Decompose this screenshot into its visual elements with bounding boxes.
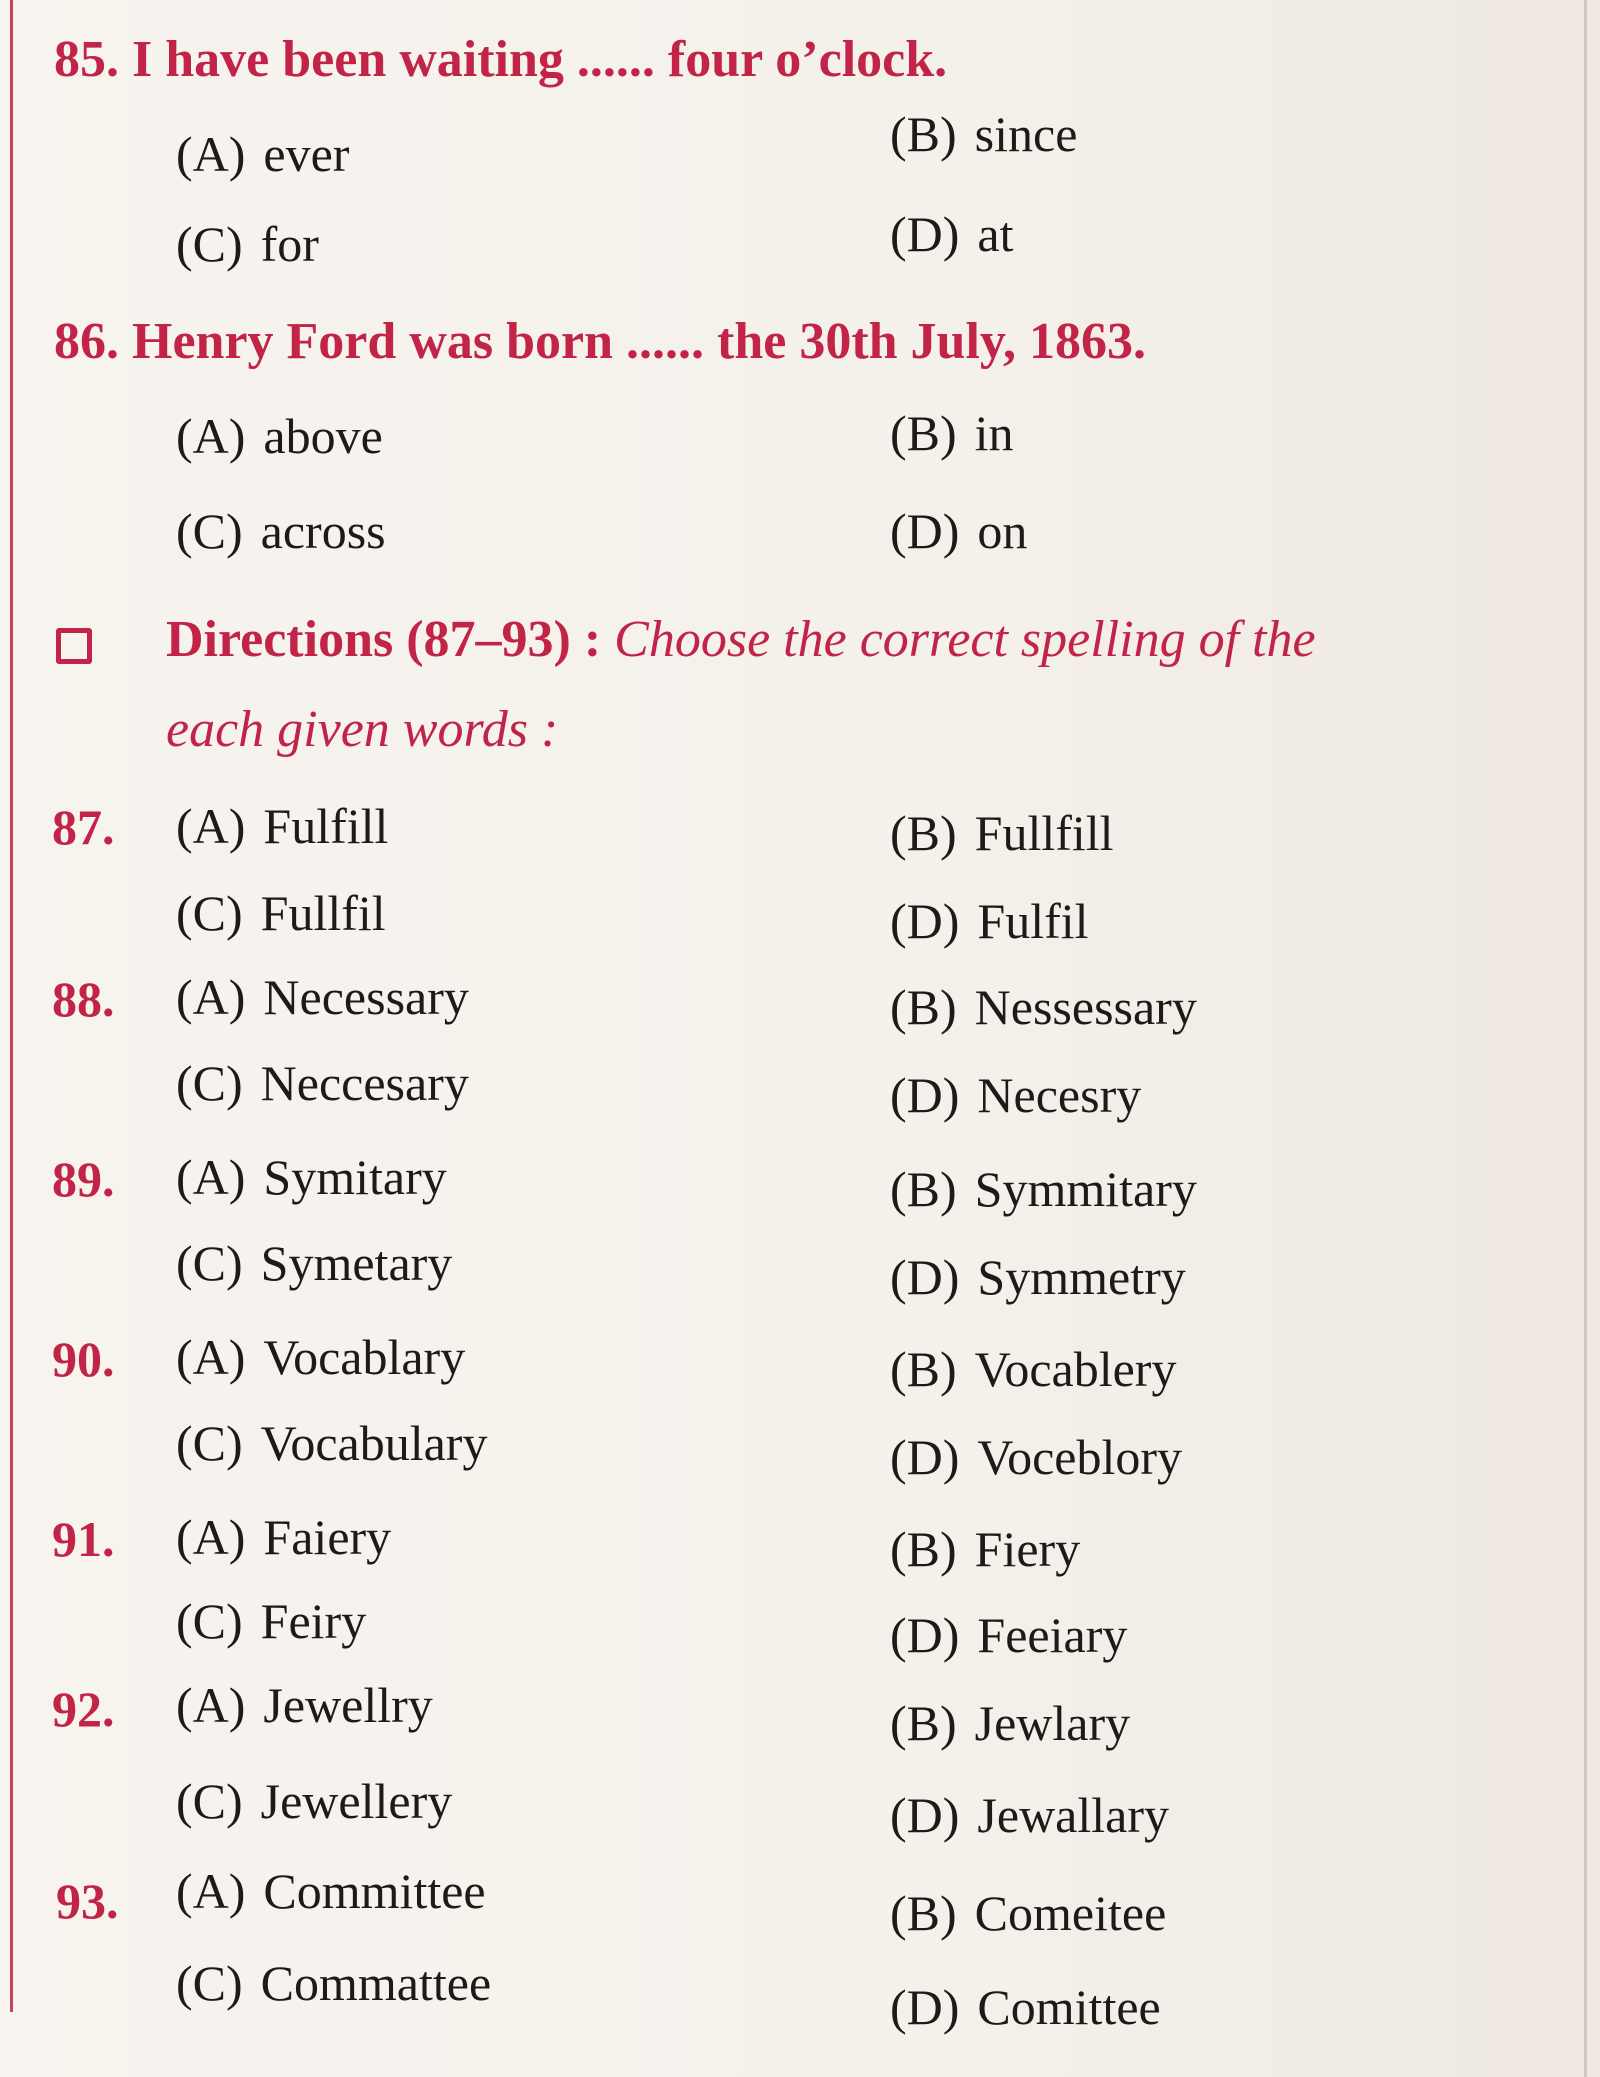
option-d [890,1248,1186,1306]
option-label: (B) [890,805,957,861]
option-b [890,105,1077,163]
option-c [176,1234,452,1292]
option-label: (D) [890,1429,960,1485]
option-a [176,1862,486,1920]
option-label: (C) [176,1593,243,1649]
option-label: (A) [176,798,246,854]
option-text: Comeitee [974,1885,1167,1941]
option-b [890,404,1014,462]
option-d [890,502,1027,560]
option-b [890,1884,1166,1942]
option-text: Fulfil [977,893,1089,949]
option-c [176,1414,487,1472]
option-label: (D) [890,503,960,559]
option-c [176,884,386,942]
option-b [890,1340,1176,1398]
option-a [176,407,383,465]
option-text: Jewellery [260,1773,453,1829]
directions-line [166,610,1316,669]
option-text: Vocabulary [260,1415,488,1471]
option-label: (D) [890,206,960,262]
option-text: Committee [263,1863,486,1919]
option-c [176,1772,452,1830]
option-text: Fiery [974,1521,1081,1577]
option-label: (B) [890,1521,957,1577]
option-text: Neccesary [260,1055,469,1111]
option-a [176,125,349,183]
option-d [890,1606,1127,1664]
option-label: (B) [890,405,957,461]
option-c [176,1954,491,2012]
option-label: (A) [176,1509,246,1565]
option-text: Commattee [260,1955,492,2011]
option-label: (D) [890,1979,960,2035]
option-text: for [260,216,319,272]
option-label: (D) [890,1607,960,1663]
option-b [890,1160,1197,1218]
left-margin-rule [10,0,13,2012]
option-text: Faiery [263,1509,392,1565]
option-text: since [974,106,1078,162]
option-a [176,1676,433,1734]
option-b [890,978,1197,1036]
option-label: (C) [176,503,243,559]
option-text: Vocablery [974,1341,1177,1397]
option-d [890,1786,1169,1844]
option-c [176,1592,366,1650]
question-86 [54,312,1146,371]
question-number: 86. [54,313,119,370]
option-label: (B) [890,1341,957,1397]
option-text: across [260,503,386,559]
option-text: Comittee [977,1979,1161,2035]
right-page-edge [1584,0,1587,2077]
directions-instruction-continued: each given words : [166,701,559,758]
option-label: (A) [176,126,246,182]
option-a [176,797,388,855]
option-label: (C) [176,1415,243,1471]
option-label: (C) [176,1773,243,1829]
question-number: 89. [52,1151,115,1207]
option-b [890,1520,1080,1578]
option-b [890,804,1114,862]
option-c [176,502,386,560]
option-text: Fullfil [260,885,386,941]
option-d [890,1978,1161,2036]
option-label: (C) [176,885,243,941]
option-text: above [263,408,383,464]
question-text: Henry Ford was born ...... the 30th July, 1863. [132,313,1147,370]
option-label: (D) [890,1787,960,1843]
option-text: at [977,206,1014,262]
option-label: (A) [176,969,246,1025]
option-text: Jewellry [263,1677,433,1733]
question-number: 92. [52,1681,115,1737]
option-label: (D) [890,1067,960,1123]
option-text: Nessessary [974,979,1197,1035]
option-text: Symmetry [977,1249,1186,1305]
option-a [176,968,469,1026]
option-label: (B) [890,1885,957,1941]
option-text: Feiry [260,1593,367,1649]
option-c [176,1054,469,1112]
option-d [890,205,1014,263]
option-label: (B) [890,1695,957,1751]
option-d [890,892,1089,950]
question-number: 91. [52,1511,115,1567]
question-number: 85. [54,31,119,88]
question-number: 87. [52,799,115,855]
option-text: Voceblory [977,1429,1183,1485]
option-label: (B) [890,106,957,162]
option-text: ever [263,126,350,182]
option-b [890,1694,1130,1752]
option-text: Fulfill [263,798,389,854]
option-text: Necesry [977,1067,1142,1123]
option-label: (D) [890,1249,960,1305]
option-text: Feeiary [977,1607,1128,1663]
option-label: (A) [176,1329,246,1385]
option-label: (C) [176,216,243,272]
question-number: 90. [52,1331,115,1387]
option-text: in [974,405,1014,461]
option-label: (C) [176,1955,243,2011]
option-label: (A) [176,408,246,464]
question-text: I have been waiting ...... four o’clock. [132,31,948,88]
question-85 [54,30,947,89]
option-label: (A) [176,1863,246,1919]
directions-instruction: Choose the correct spelling of the [614,611,1316,668]
option-text: Necessary [263,969,469,1025]
option-text: Jewlary [974,1695,1131,1751]
option-text: Symetary [260,1235,453,1291]
option-a [176,1148,447,1206]
option-text: on [977,503,1028,559]
option-text: Jewallary [977,1787,1169,1843]
checkbox-bullet-icon [56,628,92,664]
directions-heading: Directions (87–93) : [166,611,602,668]
option-a [176,1508,391,1566]
question-number: 88. [52,971,115,1027]
option-label: (A) [176,1149,246,1205]
option-text: Symmitary [974,1161,1197,1217]
option-text: Fullfill [974,805,1114,861]
option-d [890,1066,1141,1124]
option-a [176,1328,465,1386]
option-label: (C) [176,1235,243,1291]
option-text: Vocablary [263,1329,466,1385]
option-label: (A) [176,1677,246,1733]
option-label: (D) [890,893,960,949]
option-label: (C) [176,1055,243,1111]
question-number: 93. [56,1873,119,1929]
option-c [176,215,319,273]
option-text: Symitary [263,1149,447,1205]
option-d [890,1428,1182,1486]
option-label: (B) [890,1161,957,1217]
option-label: (B) [890,979,957,1035]
